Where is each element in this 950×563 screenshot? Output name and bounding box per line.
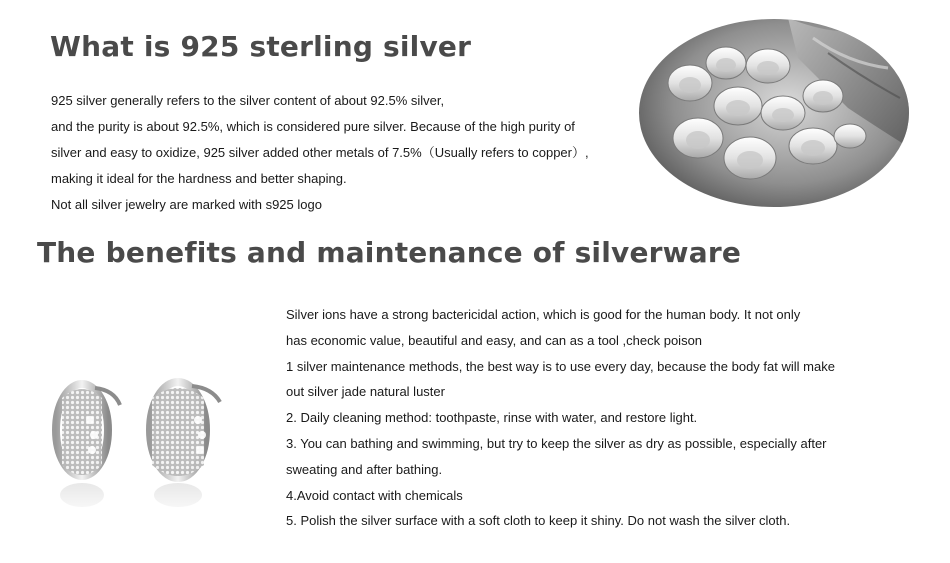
- paragraph-line: making it ideal for the hardness and better shaping.: [51, 171, 347, 186]
- paragraph-line: 5. Polish the silver surface with a soft cloth to keep it shiny. Do not wash the silver cloth.: [286, 513, 791, 529]
- paragraph-line: and the purity is about 92.5%, which is considered pure silver. Because of the high purity of: [51, 119, 575, 134]
- paragraph-line: sweating and after bathing.: [286, 461, 443, 477]
- silver-hoop-earrings-photo: [40, 290, 240, 520]
- paragraph-line: 925 silver generally refers to the silver content of about 92.5% silver,: [51, 93, 445, 108]
- silver-ingots-photo: [638, 18, 910, 208]
- paragraph-line: has economic value, beautiful and easy, and can as a tool ,check poison: [286, 332, 703, 348]
- section-heading-silverware-benefits: The benefits and maintenance of silverware: [37, 236, 742, 269]
- paragraph-line: 2. Daily cleaning method: toothpaste, rinse with water, and restore light.: [286, 410, 698, 426]
- section-heading-925-silver: What is 925 sterling silver: [50, 30, 472, 63]
- paragraph-line: out silver jade natural luster: [286, 384, 445, 400]
- paragraph-line: 3. You can bathing and swimming, but try to keep the silver as dry as possible, especially after: [286, 435, 827, 451]
- paragraph-line: Silver ions have a strong bactericidal action, which is good for the human body. It not only: [286, 307, 801, 322]
- paragraph-line: 4.Avoid contact with chemicals: [286, 487, 463, 503]
- paragraph-line: 1 silver maintenance methods, the best way is to use every day, because the body fat will make: [286, 358, 835, 374]
- section-body-925-silver: [51, 88, 631, 218]
- paragraph-line: silver and easy to oxidize, 925 silver added other metals of 7.5%（Usually refers to copper）,: [51, 145, 589, 160]
- paragraph-line: Not all silver jewelry are marked with s925 logo: [51, 197, 322, 212]
- section-body-silverware-benefits: [286, 302, 926, 534]
